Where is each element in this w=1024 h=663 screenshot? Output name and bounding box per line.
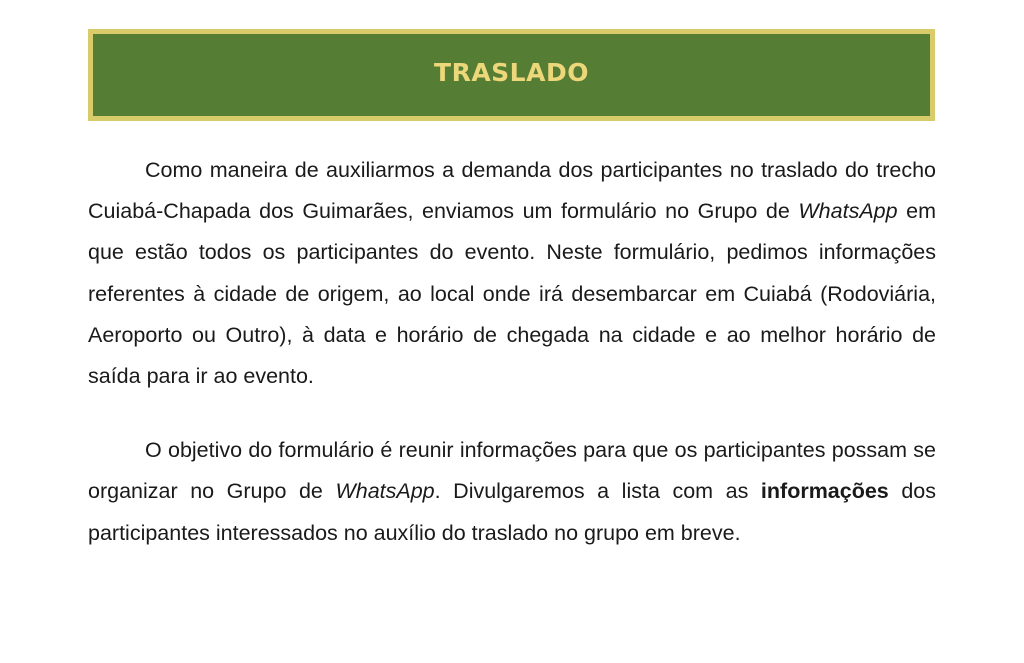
paragraph-text: em que estão todos os participantes do evento. Neste formulário, pedimos informações referentes à cidade de origem, ao local onde irá desembarcar em Cuiabá (Rodoviária, Aeroporto ou Outro), à data e horário de chegada na cidade e ao melhor horário de saída para ir ao evento. bbox=[88, 199, 936, 389]
paragraph-text: Como maneira de auxiliarmos a demanda dos participantes no traslado do trecho Cuiabá-Chapada dos Guimarães, enviamos um formulário no Grupo de bbox=[88, 158, 936, 224]
paragraph-text: dos participantes interessados no auxílio do traslado no grupo em breve. bbox=[88, 479, 937, 545]
bold-term: informações bbox=[760, 479, 889, 504]
whatsapp-term: WhatsApp bbox=[798, 199, 898, 224]
paragraph-text: O objetivo do formulário é reunir informações para que os participantes possam se organizar no Grupo de bbox=[88, 438, 936, 504]
section-title: TRASLADO bbox=[434, 57, 589, 87]
paragraph-text: . Divulgaremos a lista com as bbox=[434, 479, 761, 504]
paragraph-traslado-form bbox=[88, 150, 936, 397]
paragraph-form-objective bbox=[88, 430, 936, 554]
document-body bbox=[88, 150, 936, 554]
section-banner bbox=[88, 29, 935, 121]
whatsapp-term: WhatsApp bbox=[335, 479, 435, 504]
